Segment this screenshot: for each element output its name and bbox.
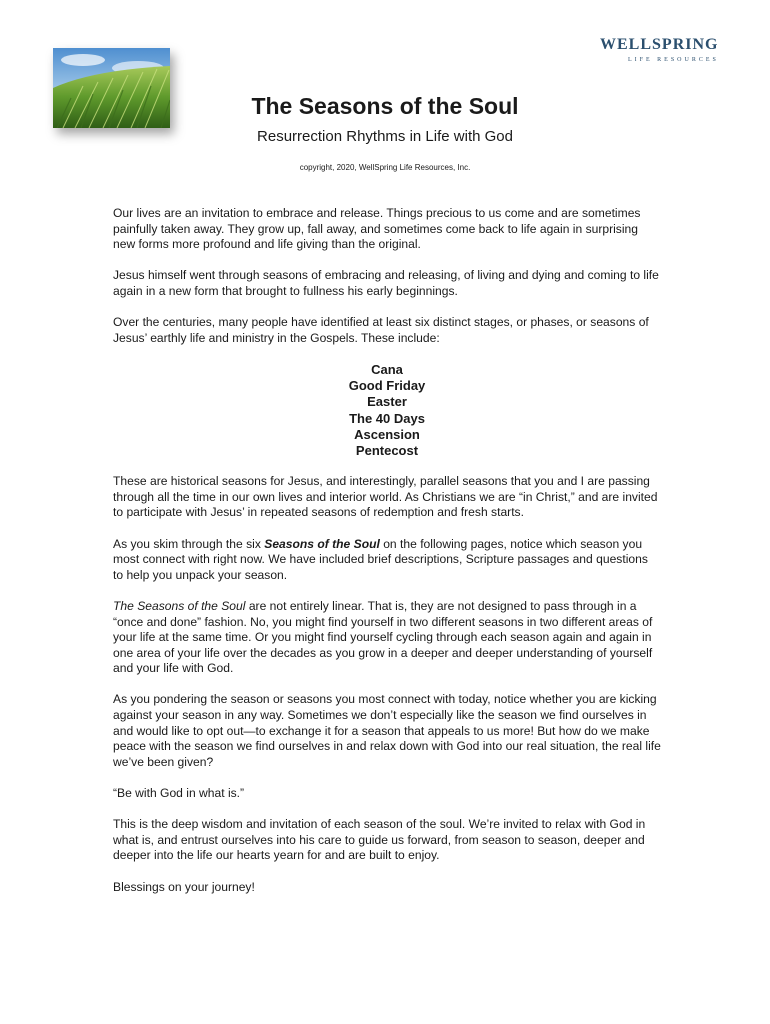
seasons-list <box>113 362 661 459</box>
season-item: Cana <box>371 361 403 377</box>
paragraph: As you pondering the season or seasons you most connect with today, notice whether you are kicking against your season in any way. Sometimes we don’t especially like the season we find ourselves in and would like to opt out—to exchange it for a season that appeals to us more! But how do we make peace with the season we find ourselves in and relax down with God into our real situation, the real life we’ve been given? <box>113 692 661 769</box>
logo-wordmark: WELLSPRING <box>600 36 719 53</box>
paragraph <box>113 537 661 584</box>
text-run: As you skim through the six <box>113 536 265 551</box>
closing-paragraph: Blessings on your journey! <box>113 879 255 894</box>
emphasis-text: Seasons of the Soul <box>264 536 380 551</box>
document-title: The Seasons of the Soul <box>251 93 519 119</box>
document-body <box>113 206 661 911</box>
paragraph: Our lives are an invitation to embrace and release. Things precious to us come and are sometimes painfully taken away. They grow up, fall away, and sometimes come back to life again in surprising new forms more profound and life giving than the original. <box>113 206 641 252</box>
paragraph <box>113 599 661 677</box>
emphasis-text: The Seasons of the Soul <box>113 598 246 613</box>
quote-paragraph: “Be with God in what is.” <box>113 786 245 801</box>
document-subtitle: Resurrection Rhythms in Life with God <box>257 128 513 145</box>
season-item: Easter <box>367 394 407 410</box>
paragraph: Jesus himself went through seasons of embracing and releasing, of living and dying and coming to life again in a new form that brought to fullness his early beginnings. <box>113 268 659 298</box>
wellspring-logo <box>600 30 740 70</box>
paragraph: These are historical seasons for Jesus, and interestingly, parallel seasons that you and I are passing through all the time in our own lives and interior world. As Christians we are “in Christ,” and are invited to participate with Jesus’ in repeated seasons of redemption and fresh starts. <box>113 474 658 520</box>
copyright-notice: copyright, 2020, WellSpring Life Resources, Inc. <box>299 163 471 172</box>
paragraph: This is the deep wisdom and invitation of each season of the soul. We’re invited to relax with God in what is, and entrust ourselves into his care to guide us forward, from season to season, deeper and deeper into the life our hearts yearn for and are built to enjoy. <box>113 817 646 863</box>
season-item: Ascension <box>354 426 420 442</box>
season-item: The 40 Days <box>349 410 425 426</box>
season-item: Pentecost <box>355 442 419 458</box>
text-run: on the following pages, notice which season you most connect with right now. We have included brief descriptions, Scripture passages and questions to help you unpack your season. <box>113 536 648 582</box>
logo-tagline: LIFE RESOURCES <box>628 57 719 63</box>
text-run: are not entirely linear. That is, they are not designed to pass through in a “once and done” fashion. No, you might find yourself in two different seasons in two different areas of your life at the same time. Or you might find yourself cycling through each season again and again in one area of your life over the decades as you grow in a deeper and deeper understanding of yourself and your life with God. <box>113 598 653 676</box>
season-item: Good Friday <box>348 378 426 394</box>
paragraph: Over the centuries, many people have identified at least six distinct stages, or phases, or seasons of Jesus’ earthly life and ministry in the Gospels. These include: <box>113 315 649 345</box>
